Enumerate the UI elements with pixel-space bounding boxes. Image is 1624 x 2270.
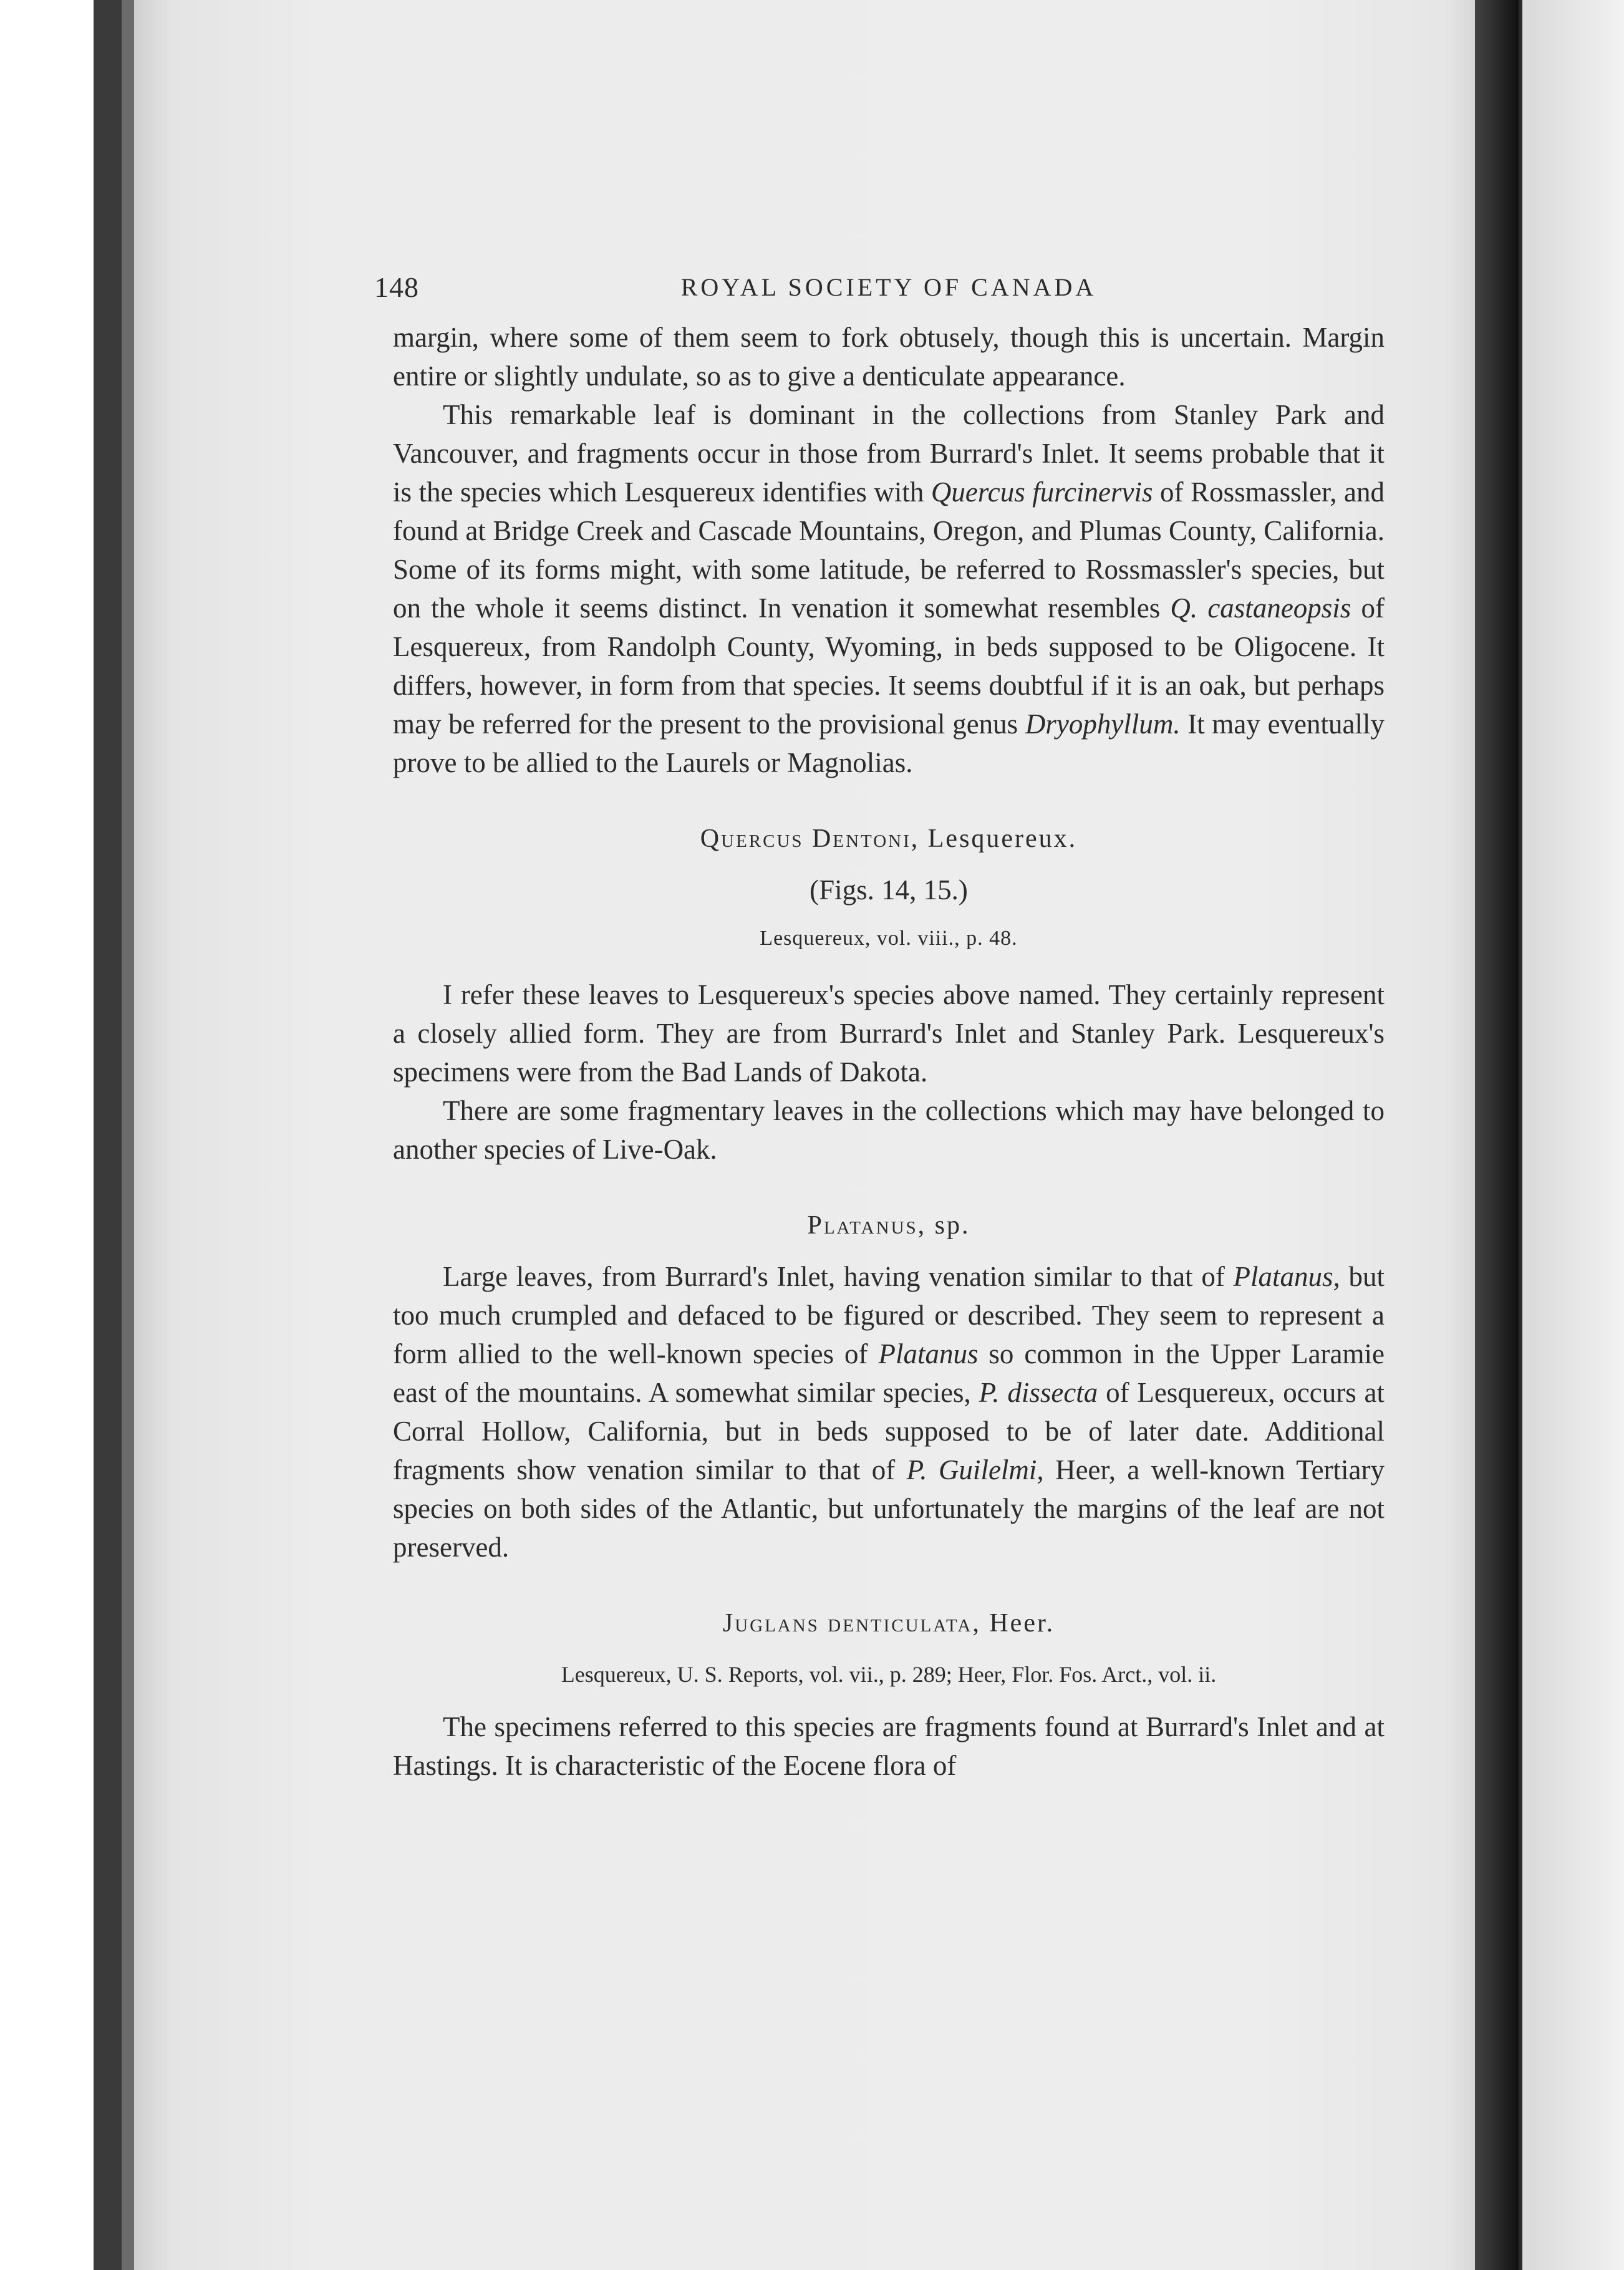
text-run: Large leaves, from Burrard's Inlet, having venation similar to that of [443,1261,1234,1292]
text-run: Platanus [807,1211,918,1240]
text-run: Juglans denticulata [722,1609,973,1638]
text-run: , Lesquereux. [911,824,1078,853]
italic-text: Q. castaneopsis [1170,592,1351,624]
text-run: of Lesquereux, from Randolph County, Wyoming, in beds supposed to be Oligocene. It differs, however, in form from that species. It seems doubtful if it is an oak, but perhaps may be referred for the present to the provisional genus [393,592,1385,740]
facing-page-edge [1519,0,1624,2270]
paragraph [393,1257,1385,1567]
text-run: but too much crumpled and defaced to be figured or described. They seem to represent a form allied to the well-known species of [393,1261,1385,1369]
text-run: so common in the Upper Laramie east of the mountains. A somewhat similar species, [393,1338,1385,1408]
text-run: The specimens referred to this species are fragments found at Burrard's Inlet and at Hastings. It is characteristic of the Eocene flora of [393,1711,1385,1781]
text-run: Lesquereux, U. S. Reports, vol. vii., p. 289; Heer, Flor. Fos. Arct., vol. ii. [561,1662,1217,1687]
text-run: , sp. [917,1211,970,1240]
text-run: It may eventually prove to be allied to the Laurels or Magnolias. [393,708,1385,778]
page-number: 148 [374,271,419,303]
figure-reference [393,871,1385,909]
gutter-shadow [1475,0,1519,2270]
running-head [374,268,1385,312]
paragraph [393,1091,1385,1169]
text-run: Heer, a well-known Tertiary species on both sides of the Atlantic, but unfortunately the margins of the leaf are not preserved. [393,1454,1385,1563]
paragraph [393,395,1385,782]
text-run: There are some fragmentary leaves in the collections which may have belonged to another species of Live-Oak. [393,1095,1385,1165]
page-stack-edge [122,0,134,2270]
italic-text: Platanus [878,1338,979,1369]
italic-text: Platanus, [1233,1261,1340,1292]
text-run: Lesquereux, vol. viii., p. 48. [760,927,1018,950]
book-spine-edge [94,0,122,2270]
paragraph [393,318,1385,395]
text-run: I refer these leaves to Lesquereux's species above named. They certainly represent a closely allied form. They are from Burrard's Inlet and Stanley Park. Lesquereux's specimens were from the Bad Lands of Dakota. [393,979,1385,1088]
facing-page-border [1519,0,1522,2270]
text-run: This remarkable leaf is dominant in the collections from Stanley Park and Vancouver, and fragments occur in those from Burrard's Inlet. It seems probable that it is the species which Lesquereux identifies with [393,399,1385,508]
article-body [393,318,1385,1785]
running-head-title: ROYAL SOCIETY OF CANADA [680,273,1097,301]
text-run: margin, where some of them seem to fork obtusely, though this is uncertain. Margin entire or slightly undulate, so as to give a denticulate appearance. [393,322,1385,392]
text-run: (Figs. 14, 15.) [810,874,968,906]
italic-text: P. Guilelmi, [906,1454,1044,1485]
italic-text: P. dissecta [979,1377,1098,1408]
bibliographic-reference [393,1655,1385,1694]
italic-text: Quercus furcinervis [930,476,1153,508]
paragraph [393,975,1385,1091]
text-run: of Lesquereux, occurs at Corral Hollow, California, but in beds supposed to be of later date. Additional fragments show venation similar to that of [393,1377,1385,1485]
italic-text: Dryophyllum. [1025,708,1181,740]
paragraph [393,1707,1385,1785]
text-run: of Rossmassler, and found at Bridge Creek and Cascade Mountains, Oregon, and Plumas County, California. Some of its forms might, with some latitude, be referred to Rossmassler's species, but on the whole it seems distinct. In venation it somewhat resembles [393,476,1385,624]
section-heading [393,1604,1385,1643]
bibliographic-reference [393,919,1385,958]
section-heading [393,1206,1385,1245]
section-heading [393,819,1385,858]
text-run: , Heer. [972,1609,1055,1638]
page-text-block [374,268,1385,1785]
text-run: Quercus Dentoni [700,824,911,853]
